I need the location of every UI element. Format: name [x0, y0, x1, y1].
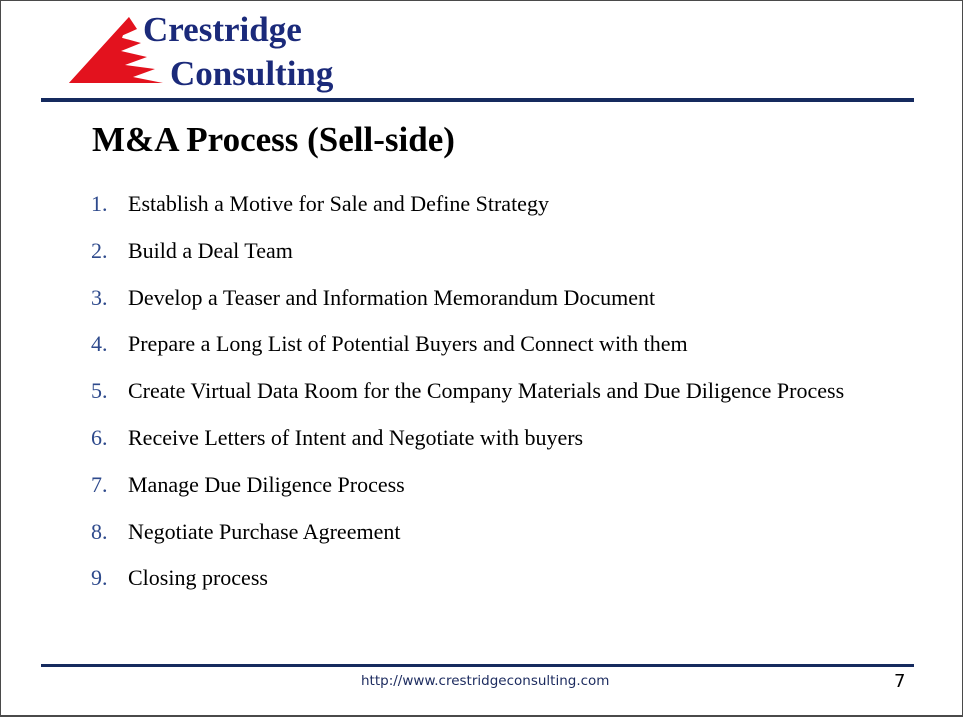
step-number: 3.	[91, 284, 108, 310]
step-number: 2.	[91, 237, 108, 263]
step-text: Create Virtual Data Room for the Company Materials and Due Diligence Process	[128, 378, 845, 404]
step-text: Receive Letters of Intent and Negotiate with buyers	[128, 424, 584, 450]
company-logo	[67, 11, 367, 95]
step-number: 8.	[91, 518, 108, 544]
step-text: Negotiate Purchase Agreement	[128, 518, 401, 544]
step-text: Manage Due Diligence Process	[128, 471, 405, 497]
step-number: 1.	[91, 191, 108, 216]
step-text: Establish a Motive for Sale and Define Strategy	[128, 191, 549, 216]
step-text: Build a Deal Team	[128, 237, 293, 263]
slide-title: M&A Process (Sell-side)	[92, 120, 455, 159]
step-text: Closing process	[128, 565, 268, 591]
step-text: Develop a Teaser and Information Memorandum Document	[128, 284, 656, 310]
step-number: 9.	[91, 565, 108, 591]
step-number: 4.	[91, 331, 108, 357]
header-divider	[41, 98, 914, 102]
step-number: 6.	[91, 424, 108, 450]
step-number: 5.	[91, 378, 108, 404]
footer-website-link[interactable]: http://www.crestridgeconsulting.com	[361, 673, 610, 689]
page-number: 7	[894, 671, 906, 692]
step-number: 7.	[91, 471, 108, 497]
logo-text-line2: Consulting	[170, 54, 334, 93]
footer-divider	[41, 664, 914, 667]
step-text: Prepare a Long List of Potential Buyers and Connect with them	[128, 331, 688, 357]
logo-text-line1: Crestridge	[143, 10, 302, 49]
